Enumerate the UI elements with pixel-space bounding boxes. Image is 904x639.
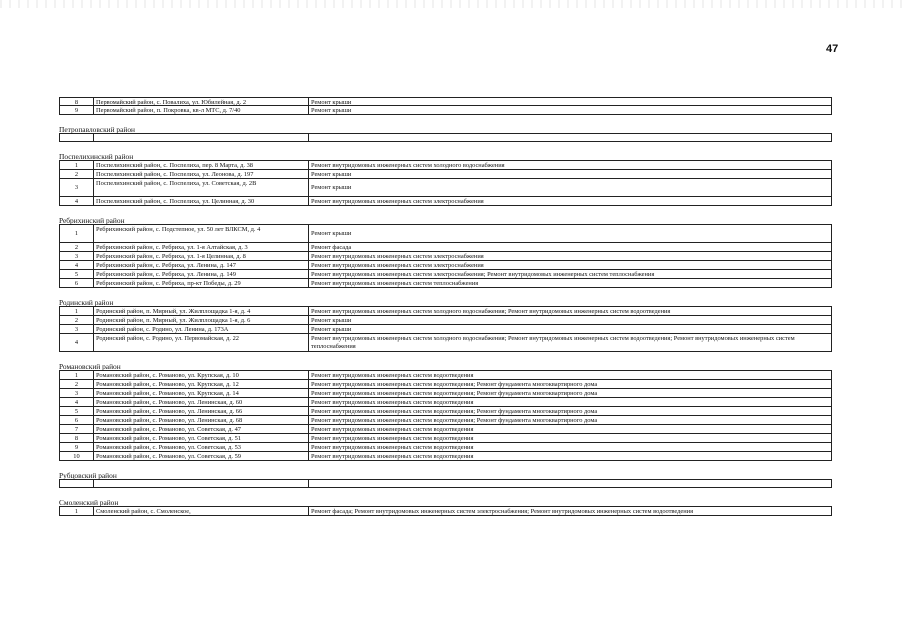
row-number: 8 <box>60 98 94 105</box>
row-number: 3 <box>60 325 94 333</box>
empty-row <box>59 134 832 142</box>
row-number: 4 <box>60 261 94 269</box>
row-number: 6 <box>60 279 94 287</box>
repair-work: Ремонт крыши <box>311 171 352 178</box>
row-number: 4 <box>60 398 94 406</box>
row-number-cell <box>60 134 94 141</box>
scan-noise <box>0 0 904 8</box>
repair-work: Ремонт внутридомовых инженерных систем водоотведения <box>311 444 474 451</box>
repair-work: Ремонт крыши <box>311 326 352 333</box>
repair-work: Ремонт внутридомовых инженерных систем водоотведения; Ремонт фундамента многоквартирного дома <box>311 381 598 388</box>
address: Романовский район, с. Романово, ул. Крупская, д. 14 <box>94 389 309 397</box>
address: Романовский район, с. Романово, ул. Советская, д. 51 <box>94 434 309 442</box>
repair-work: Ремонт внутридомовых инженерных систем электроснабжения <box>311 262 484 269</box>
table-row <box>59 270 832 279</box>
row-number: 6 <box>60 416 94 424</box>
table-row <box>59 170 832 179</box>
repair-work: Ремонт внутридомовых инженерных систем электроснабжения <box>311 253 484 260</box>
district-title: Поспелихинский район <box>59 152 134 161</box>
table-row <box>59 407 832 416</box>
row-number: 8 <box>60 434 94 442</box>
row-number: 1 <box>60 307 94 315</box>
repair-work: Ремонт внутридомовых инженерных систем водоотведения; Ремонт фундамента многоквартирного дома <box>311 390 598 397</box>
table-row <box>59 197 832 206</box>
repair-work: Ремонт внутридомовых инженерных систем электроснабжения <box>311 198 484 205</box>
address: Романовский район, с. Романово, ул. Ленинская, д. 66 <box>94 407 309 415</box>
address: Поспелихинский район, с. Поспелиха, ул. Целинная, д. 30 <box>94 197 309 205</box>
address: Романовский район, с. Романово, ул. Крупская, д. 10 <box>94 371 309 379</box>
repair-work: Ремонт внутридомовых инженерных систем теплоснабжения <box>311 280 479 287</box>
row-number: 1 <box>60 161 94 169</box>
district-heading <box>59 150 832 161</box>
table-row <box>59 389 832 398</box>
repair-work: Ремонт крыши <box>311 107 352 114</box>
table-row <box>59 161 832 170</box>
address: Ребрихинский район, с. Ребриха, ул. 1-я Целинная, д. 8 <box>94 252 309 260</box>
repair-work: Ремонт внутридомовых инженерных систем электроснабжения; Ремонт внутридомовых инженерных систем теплоснабжения <box>311 271 655 278</box>
repair-work: Ремонт фасада; Ремонт внутридомовых инженерных систем электроснабжения; Ремонт внутридомовых инженерных систем водоотведения <box>311 508 694 515</box>
address: Поспелихинский район, с. Поспелиха, ул. Леонова, д. 197 <box>94 170 309 178</box>
repair-work: Ремонт внутридомовых инженерных систем водоотведения <box>311 399 474 406</box>
repair-work: Ремонт внутридомовых инженерных систем холодного водоснабжения; Ремонт внутридомовых инженерных систем водоотведения; Ремонт внутридомовых инженерных систем теплоснабжения <box>311 335 795 350</box>
table-row <box>59 243 832 252</box>
district-heading <box>59 296 832 307</box>
address-cell <box>94 134 309 141</box>
row-number: 1 <box>60 225 94 242</box>
row-number: 10 <box>60 452 94 460</box>
table-row <box>59 325 832 334</box>
row-number: 5 <box>60 407 94 415</box>
table-row <box>59 443 832 452</box>
table-row <box>59 261 832 270</box>
repair-work: Ремонт внутридомовых инженерных систем водоотведения <box>311 453 474 460</box>
district-title: Рубцовский район <box>59 471 117 480</box>
table-row <box>59 416 832 425</box>
row-number: 3 <box>60 252 94 260</box>
address: Родинский район, п. Мирный, ул. Жилплощадка 1-я, д. 6 <box>94 316 309 324</box>
row-number: 9 <box>60 443 94 451</box>
address: Романовский район, с. Романово, ул. Ленинская, д. 60 <box>94 398 309 406</box>
table-row <box>59 279 832 288</box>
address: Романовский район, с. Романово, ул. Советская, д. 53 <box>94 443 309 451</box>
address: Первомайский район, с. Повалиха, ул. Юбилейная, д. 2 <box>94 98 309 105</box>
district-title: Смоленский район <box>59 498 119 507</box>
repair-work: Ремонт крыши <box>311 317 352 324</box>
row-number: 2 <box>60 170 94 178</box>
district-title: Ребрихинский район <box>59 216 125 225</box>
table-row <box>59 507 832 516</box>
table-row <box>59 371 832 380</box>
row-number: 2 <box>60 316 94 324</box>
district-title: Романовский район <box>59 362 121 371</box>
repair-work: Ремонт крыши <box>311 230 352 237</box>
address: Ребрихинский район, с. Ребриха, пр-кт Победы, д. 29 <box>94 279 309 287</box>
table-row <box>59 434 832 443</box>
table-row <box>59 252 832 261</box>
row-number: 5 <box>60 270 94 278</box>
district-title: Родинский район <box>59 298 114 307</box>
repair-work: Ремонт внутридомовых инженерных систем холодного водоснабжения; Ремонт внутридомовых инженерных систем водоотведения <box>311 308 671 315</box>
table-row <box>59 316 832 325</box>
row-number: 1 <box>60 507 94 515</box>
address-cell <box>94 480 309 487</box>
table-row <box>59 334 832 352</box>
table-row <box>59 106 832 115</box>
repair-work: Ремонт внутридомовых инженерных систем водоотведения <box>311 426 474 433</box>
row-number: 1 <box>60 371 94 379</box>
district-heading <box>59 496 832 507</box>
district-heading <box>59 123 832 134</box>
repair-work: Ремонт крыши <box>311 184 352 191</box>
empty-row <box>59 480 832 488</box>
address: Романовский район, с. Романово, ул. Ленинская, д. 68 <box>94 416 309 424</box>
address: Романовский район, с. Романово, ул. Советская, д. 59 <box>94 452 309 460</box>
district-title: Петропавловский район <box>59 125 135 134</box>
district-heading <box>59 469 832 480</box>
page-number: 47 <box>826 43 839 55</box>
row-number: 7 <box>60 425 94 433</box>
table-row <box>59 97 832 106</box>
repair-table <box>59 97 832 516</box>
table-row <box>59 452 832 461</box>
table-row <box>59 380 832 389</box>
repair-work: Ремонт внутридомовых инженерных систем водоотведения; Ремонт фундамента многоквартирного дома <box>311 417 598 424</box>
district-heading <box>59 214 832 225</box>
address: Поспелихинский район, с. Поспелиха, пер. 8 Марта, д. 38 <box>94 161 309 169</box>
address: Родинский район, с. Родино, ул. Первомайская, д. 22 <box>94 334 309 351</box>
address: Родинский район, с. Родино, ул. Ленина, д. 173А <box>94 325 309 333</box>
repair-work: Ремонт фасада <box>311 244 352 251</box>
address: Смоленский район, с. Смоленское, <box>94 507 309 515</box>
address: Первомайский район, п. Покровка, кв-л МТС, д. 7/40 <box>94 106 309 114</box>
row-number: 2 <box>60 380 94 388</box>
row-number: 9 <box>60 106 94 114</box>
row-number: 4 <box>60 334 94 351</box>
address: Ребрихинский район, с. Ребриха, ул. Ленина, д. 149 <box>94 270 309 278</box>
repair-work: Ремонт внутридомовых инженерных систем водоотведения <box>311 435 474 442</box>
table-row <box>59 179 832 197</box>
address: Ребрихинский район, с. Подстепное, ул. 50 лет ВЛКСМ, д. 4 <box>94 225 309 242</box>
row-number: 4 <box>60 197 94 205</box>
row-number: 3 <box>60 179 94 196</box>
table-row <box>59 225 832 243</box>
repair-work: Ремонт крыши <box>311 99 352 105</box>
address: Родинский район, п. Мирный, ул. Жилплощадка 1-я, д. 4 <box>94 307 309 315</box>
address: Романовский район, с. Романово, ул. Советская, д. 47 <box>94 425 309 433</box>
address: Поспелихинский район, с. Поспелиха, ул. Советская, д. 2В <box>94 179 309 196</box>
table-row <box>59 307 832 316</box>
row-number: 3 <box>60 389 94 397</box>
address: Ребрихинский район, с. Ребриха, ул. 1-я Алтайская, д. 3 <box>94 243 309 251</box>
repair-work: Ремонт внутридомовых инженерных систем водоотведения <box>311 372 474 379</box>
table-row <box>59 425 832 434</box>
repair-work: Ремонт внутридомовых инженерных систем водоотведения; Ремонт фундамента многоквартирного дома <box>311 408 598 415</box>
district-heading <box>59 360 832 371</box>
table-row <box>59 398 832 407</box>
row-number-cell <box>60 480 94 487</box>
address: Ребрихинский район, с. Ребриха, ул. Ленина, д. 147 <box>94 261 309 269</box>
repair-work: Ремонт внутридомовых инженерных систем холодного водоснабжения <box>311 162 505 169</box>
address: Романовский район, с. Романово, ул. Крупская, д. 12 <box>94 380 309 388</box>
row-number: 2 <box>60 243 94 251</box>
